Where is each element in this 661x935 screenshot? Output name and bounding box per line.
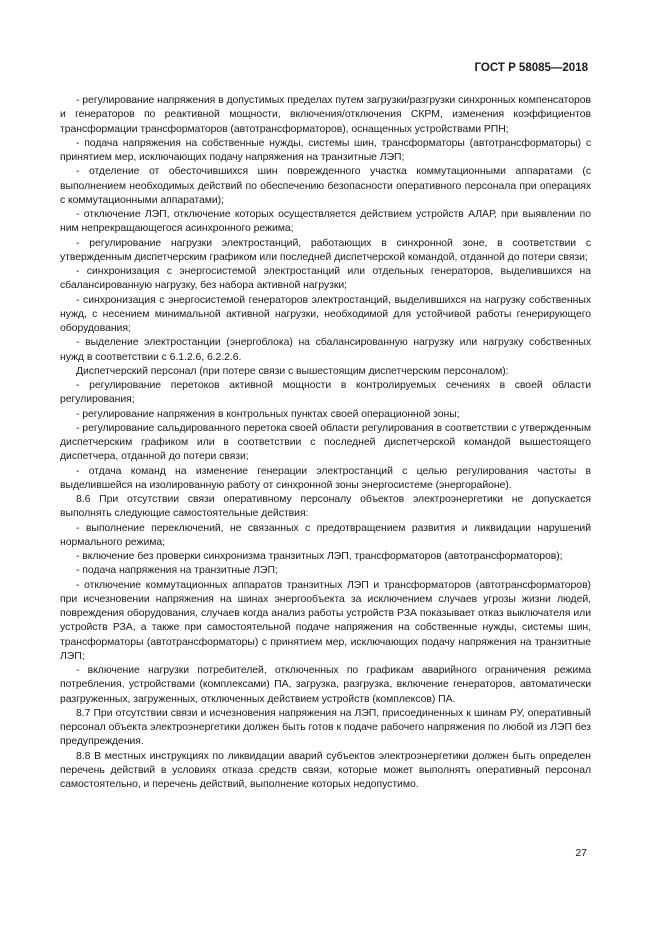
paragraph: - подача напряжения на собственные нужды, системы шин, трансформаторы (автотрансформаторы) с принятием мер, исключающих подачу напряжения на транзитные ЛЭП;	[60, 137, 591, 163]
paragraph: - выделение электростанции (энергоблока) на сбалансированную нагрузку или нагрузку собственных нужд в соответствии с 6.1.2.6, 6.2.2.6.	[60, 337, 591, 363]
paragraph: - регулирование напряжения в допустимых пределах путем загрузки/разгрузки синхронных компенсаторов и генераторов по реактивной мощности, включения/отключения СКРМ, изменения коэффициентов трансформации трансформаторов (автотрансформаторов), оснащенных устройствами РПН;	[60, 95, 591, 135]
paragraph: - выполнение переключений, не связанных с предотвращением развития и ликвидации нарушений нормального режима;	[60, 522, 591, 548]
paragraph: - отключение ЛЭП, отключение которых осуществляется действием устройств АЛАР, при выявлении по ним непрекращающегося асинхронного режима;	[60, 209, 591, 235]
paragraph: - подача напряжения на транзитные ЛЭП;	[76, 565, 278, 577]
paragraph: - отделение от обесточившихся шин поврежденного участка коммутационными аппаратами (с выполнением необходимых действий по обеспечению безопасности оперативного персонала при операциях с коммутационными аппаратами);	[60, 166, 591, 206]
paragraph: - синхронизация с энергосистемой электростанций или отдельных генераторов, выделившихся на сбалансированную нагрузку, без набора активной нагрузки;	[60, 266, 591, 292]
body-text	[60, 94, 591, 792]
paragraph: - отдача команд на изменение генерации электростанций с целью регулирования частоты в выделившейся на изолированную работу от синхронной зоны энергосистеме (энергорайоне).	[60, 465, 591, 491]
page-number: 27	[575, 847, 587, 859]
document-code: ГОСТ Р 58085—2018	[474, 62, 588, 74]
paragraph: - синхронизация с энергосистемой генераторов электростанций, выделившихся на нагрузку собственных нужд, с несением минимальной активной нагрузки, необходимой для устойчивой работы генерирующего оборудования;	[60, 294, 591, 334]
paragraph: - регулирование сальдированного перетока своей области регулирования в соответствии с утвержденным диспетчерским графиком или в соответствии с последней диспетчерской командой вышестоящего диспетчера, отданной до потери связи;	[60, 422, 591, 463]
paragraph: - включение нагрузки потребителей, отключенных по графикам аварийного ограничения режима потребления, устройствами (комплексами) ПА, загрузка, разгрузка, включение генераторов, автоматически разгруженных, загруженных, отключенных действием устройств (комплексов) ПА.	[60, 665, 591, 705]
paragraph: - регулирование перетоков активной мощности в контролируемых сечениях в своей области регулирования;	[60, 380, 591, 406]
section-8-7: 8.7 При отсутствии связи и исчезновения напряжения на ЛЭП, присоединенных к шинам РУ, оперативный персонал объекта электроэнергетики должен быть готов к подаче рабочего напряжения по любой из ЛЭП без предупреждения.	[60, 707, 591, 748]
paragraph: - включение без проверки синхронизма транзитных ЛЭП, трансформаторов (автотрансформаторов);	[76, 551, 563, 562]
paragraph: Диспетчерский персонал (при потере связи с вышестоящим диспетчерским персоналом):	[76, 365, 509, 377]
paragraph: - регулирование нагрузки электростанций, работающих в синхронной зоне, в соответствии с утвержденным диспетчерским графиком или последней диспетчерской командой, отданной до потери связи;	[60, 237, 591, 263]
paragraph: - отключение коммутационных аппаратов транзитных ЛЭП и трансформаторов (автотрансформаторов) при исчезновении напряжения на шинах энергообъекта за исключением случаев угрозы жизни людей, повреждения оборудования, случаев когда анализ работы устройств РЗА показывает отказ выключателя или устройств РЗА, а также при самостоятельной подаче напряжения на собственные нужды, системы шин, трансформаторы (автотрансформаторы) с принятием мер, исключающих подачу напряжения на транзитные ЛЭП;	[60, 579, 591, 662]
section-8-6: 8.6 При отсутствии связи оперативному персоналу объектов электроэнергетики не допускается выполнять следующие самостоятельные действия:	[60, 494, 591, 520]
section-8-8: 8.8 В местных инструкциях по ликвидации аварий субъектов электроэнергетики должен быть определен перечень действий в условиях отказа средств связи, которые может выполнять оперативный персонал самостоятельно, и перечень действий, выполнение которых недопустимо.	[60, 750, 591, 790]
paragraph: - регулирование напряжения в контрольных пунктах своей операционной зоны;	[76, 408, 460, 420]
